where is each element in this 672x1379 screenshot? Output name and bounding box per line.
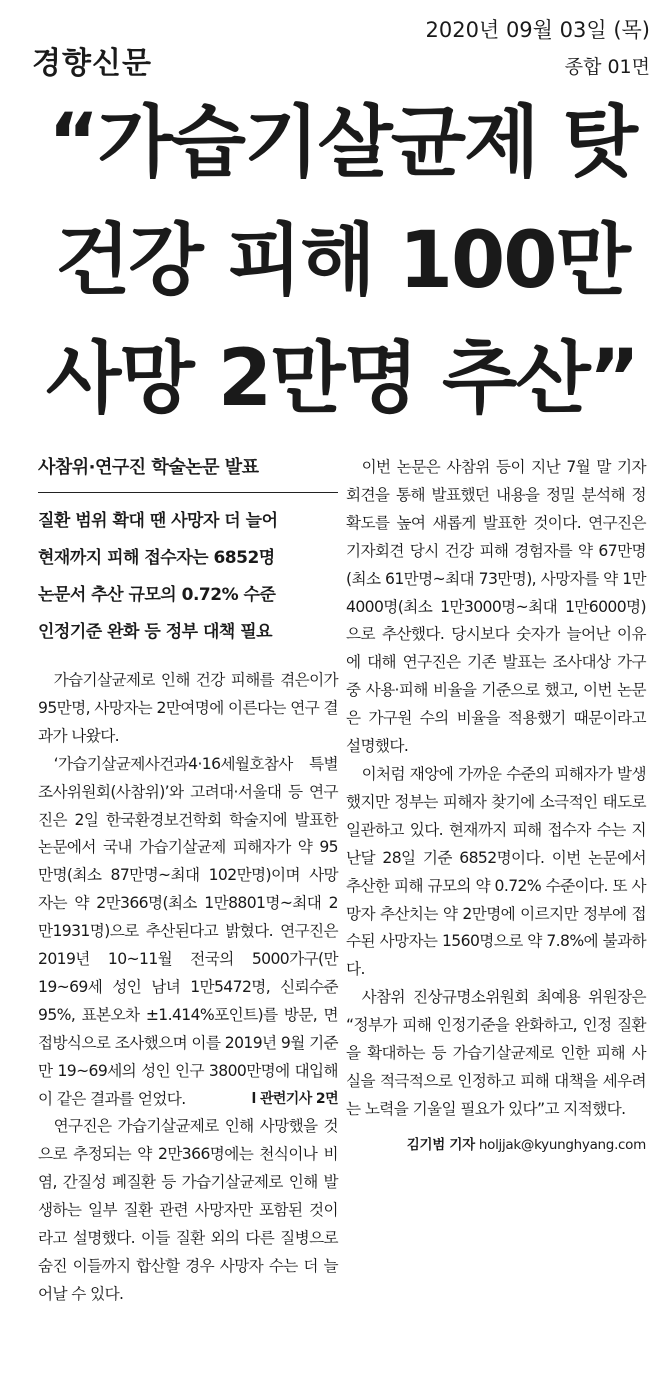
article-column-left	[38, 452, 338, 1309]
article-column-right	[346, 454, 646, 1160]
publication-date: 2020년 09월 03일 (목)	[425, 18, 650, 42]
masthead-logo: 경향신문	[32, 46, 152, 81]
body-paragraph: 가습기살균제로 인해 건강 피해를 겪은이가 95만명, 사망자는 2만여명에 이른다는 연구 결과가 나왔다.	[38, 671, 338, 745]
reporter-email[interactable]: holjjak@kyunghyang.com	[478, 1136, 646, 1153]
subheads	[38, 503, 338, 651]
body-paragraph: 이번 논문은 사참위 등이 지난 7월 말 기자회견을 통해 발표했던 내용을 정밀 분석해 정확도를 높여 새롭게 발표한 것이다. 연구진은 기자회견 당시 건강 피해 경험자를 약 67만명(최소 61만명~최대 73만명), 사망자를 약 1만4000명(최소 1만3000명~최대 1만6000명)으로 추산했다. 당시보다 숫자가 늘어난 이유에 대해 연구진은 기존 발표는 조사대상 가구 중 사용·피해 비율을 기준으로 했고, 이번 논문은 가구원 수의 비율을 적용했기 때문이라고 설명했다.	[346, 458, 646, 756]
headline-line-1: “가습기살균제 탓	[48, 98, 636, 188]
reporter-name: 김기범 기자	[406, 1136, 475, 1153]
section-page: 종합 01면	[564, 56, 650, 78]
body-paragraph: 연구진은 가습기살균제로 인해 사망했을 것으로 추정되는 약 2만366명에는 천식이나 비염, 간질성 폐질환 등 가습기살균제로 인해 발생하는 일부 질환 관련 사망자만 포함된 것이라고 설명했다. 이들 질환 외의 다른 질병으로 숨진 이들까지 합산할 경우 사망자 수는 더 늘어날 수 있다.	[38, 1117, 338, 1303]
subhead: 인정기준 완화 등 정부 대책 필요	[38, 622, 273, 642]
headline	[32, 84, 652, 438]
body-paragraph: 이처럼 재앙에 가까운 수준의 피해자가 발생했지만 정부는 피해자 찾기에 소극적인 태도로 일관하고 있다. 현재까지 피해 접수자 수는 지난달 28일 기준 6852명이다. 이번 논문에서 추산한 피해 규모의 약 0.72% 수준이다. 또 사망자 추산치는 약 2만명에 이르지만 정부에 접수된 사망자는 1560명으로 약 7.8%에 불과하다.	[346, 764, 646, 979]
body-paragraph: 사참위 진상규명소위원회 최예용 위원장은 “정부가 피해 인정기준을 완화하고, 인정 질환을 확대하는 등 가습기살균제로 인한 피해 사실을 적극적으로 인정하고 피해 대책을 세우려는 노력을 기울일 필요가 있다”고 지적했다.	[346, 988, 646, 1118]
kicker: 사참위·연구진 학술논문 발표	[38, 452, 338, 493]
headline-line-2: 건강 피해 100만	[55, 216, 629, 306]
subhead: 논문서 추산 규모의 0.72% 수준	[38, 585, 276, 605]
byline	[346, 1132, 646, 1160]
headline-line-3: 사망 2만명 추산”	[46, 334, 638, 424]
subhead: 질환 범위 확대 땐 사망자 더 늘어	[38, 511, 278, 531]
related-article-link[interactable]: l 관련기사 2면	[251, 1090, 338, 1107]
subhead: 현재까지 피해 접수자는 6852명	[38, 548, 275, 568]
body-paragraph: ‘가습기살균제사건과4·16세월호참사 특별조사위원회(사참위)’와 고려대·서울대 등 연구진은 2일 한국환경보건학회 학술지에 발표한 논문에서 국내 가습기살균제 피해자가 약 95만명(최소 87만명~최대 102만명)이며 사망자는 약 2만366명(최소 1만8801명~최대 2만1931명)으로 추산된다고 밝혔다. 연구진은 2019년 10~11월 전국의 5000가구(만 19~69세 성인 남녀 1만5472명, 신뢰수준 95%, 표본오차 ±1.414%포인트)를 방문, 면접방식으로 조사했으며 이를 2019년 9월 기준 만 19~69세의 성인 인구 3800만명에 대입해 이 같은 결과를 얻었다.	[38, 754, 338, 1108]
